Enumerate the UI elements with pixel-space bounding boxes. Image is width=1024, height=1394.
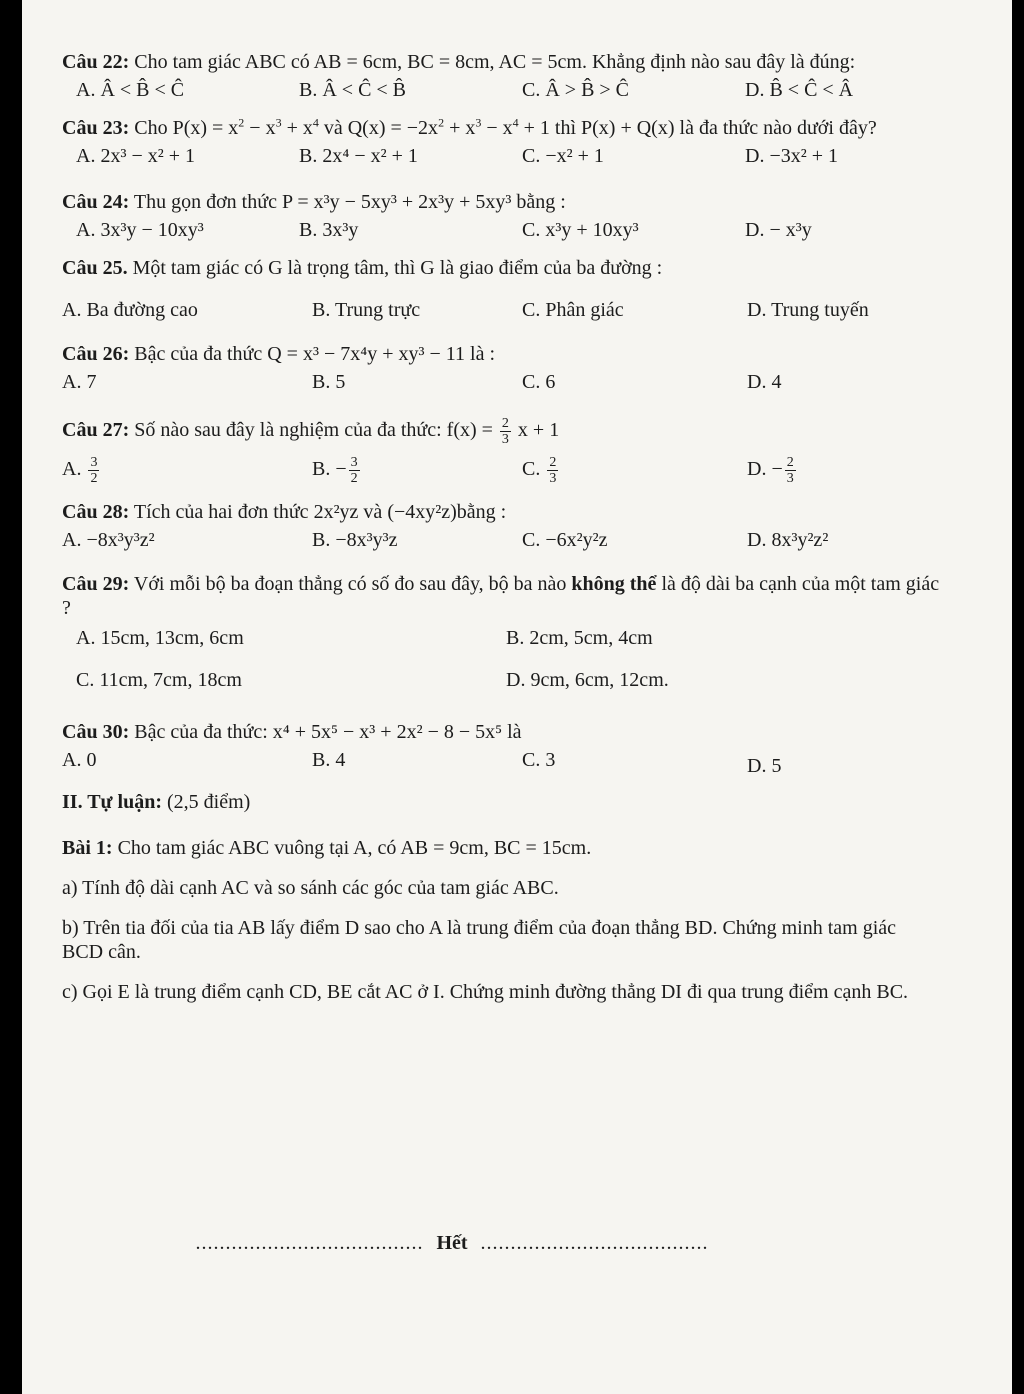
answer-options [62,748,942,777]
option-a: A. 0 [62,749,97,771]
dots-right: ...................................... [480,1232,709,1254]
answer-options [62,528,942,552]
question-text-tail: x + 1 [517,419,560,442]
question-23 [62,116,942,168]
problem-text: Cho tam giác ABC vuông tại A, có AB = 9cm, BC = 15cm. [117,837,592,859]
option-d: D. Trung tuyến [747,299,869,321]
problem-1a: a) Tính độ dài cạnh AC và so sánh các góc của tam giác ABC. [62,877,559,899]
option-c: C. −x² + 1 [522,145,604,167]
end-text: Hết [436,1232,468,1254]
option-d: D. − $\frac{2}{3}$ [747,455,794,486]
option-a: A. $\frac{3}{2}$ [62,455,98,486]
question-text: Thu gọn đơn thức P = x³y − 5xy³ + 2x³y + 5xy³ bằng : [133,191,566,213]
option-b: B. −8x³y³z [312,529,398,551]
question-text-tail: thì P(x) + Q(x) là đa thức nào dưới đây? [554,117,877,139]
option-d: D. 9cm, 6cm, 12cm. [506,669,669,691]
question-label: Câu 26: [62,343,130,365]
question-text-tail: là độ dài ba cạnh của một tam giác ? [62,573,940,619]
question-28 [62,500,942,552]
question-text: Bậc của đa thức Q = x³ − 7x⁴y + xy³ − 11 là : [134,343,496,365]
option-a: A. −8x³y³z² [62,529,155,551]
question-label: Câu 24: [62,191,130,213]
answer-options [62,78,942,102]
option-d: D. 5 [747,755,782,777]
fraction: $\frac{2}{3}$ [501,416,509,447]
option-c: C. 11cm, 7cm, 18cm [76,669,242,691]
question-text: Với mỗi bộ ba đoạn thẳng có số đo sau đây, bộ ba nào [133,573,567,595]
option-a: A. Ba đường cao [62,299,198,321]
option-a: A. 7 [62,371,97,393]
option-a: A. 2x³ − x² + 1 [76,145,195,167]
question-text: Cho $P(x) = x^2 - x^3 + x^4$ và $Q(x) = -2x^2 + x^3 - x^4 + 1$ [134,115,555,139]
question-label: Câu 30: [62,721,130,743]
option-a: A. Â < B̂ < Ĉ [76,79,185,101]
question-29 [62,572,942,710]
option-b: B. 2x⁴ − x² + 1 [299,145,418,167]
question-25 [62,256,942,322]
question-24 [62,190,942,242]
option-d: D. B̂ < Ĉ < Â [745,79,854,101]
answer-options [62,626,942,710]
answer-options [62,370,942,394]
option-c: C. x³y + 10xy³ [522,219,639,241]
option-a: A. 3x³y − 10xy³ [76,219,204,241]
option-c: C. Â > B̂ > Ĉ [522,79,630,101]
answer-options [62,218,942,242]
question-22 [62,50,942,102]
option-d: D. 8x³y²z² [747,529,829,551]
option-c: C. $\frac{2}{3}$ [522,455,557,486]
question-text: Một tam giác có G là trọng tâm, thì G là giao điểm của ba đường : [132,257,663,279]
option-b: B. 4 [312,749,346,771]
section-title: II. Tự luận: (2,5 điểm) [62,791,251,813]
question-label: Câu 29: [62,573,130,595]
option-d: D. 4 [747,371,782,393]
end-marker [132,1232,772,1255]
question-label: Câu 28: [62,501,130,523]
option-b: B. 2cm, 5cm, 4cm [506,627,653,649]
question-26 [62,342,942,394]
question-text: Cho tam giác ABC có AB = 6cm, BC = 8cm, AC = 5cm. Khẳng định nào sau đây là đúng: [134,51,856,73]
option-b: B. − $\frac{3}{2}$ [312,455,358,486]
option-b: B. Trung trực [312,299,421,321]
option-b: B. Â < Ĉ < B̂ [299,79,407,101]
question-text: Số nào sau đây là nghiệm của đa thức: f(x) = [134,419,493,442]
problem-label: Bài 1: [62,837,113,859]
question-text-emphasis: không thể [571,573,657,595]
problem-1c: c) Gọi E là trung điểm cạnh CD, BE cắt AC ở I. Chứng minh đường thẳng DI đi qua trung điểm cạnh BC. [62,981,909,1003]
option-c: C. 6 [522,371,556,393]
question-label: Câu 23: [62,117,130,139]
problem-1b: b) Trên tia đối của tia AB lấy điểm D sao cho A là trung điểm của đoạn thẳng BD. Chứng minh tam giác BCD cân. [62,917,897,963]
question-text: Bậc của đa thức: x⁴ + 5x⁵ − x³ + 2x² − 8 − 5x⁵ là [134,721,522,743]
option-c: C. −6x²y²z [522,529,608,551]
problem-1 [62,836,942,860]
option-b: B. 3x³y [299,219,359,241]
question-30 [62,720,942,777]
answer-options [62,298,942,322]
answer-options [62,455,942,486]
option-d: D. −3x² + 1 [745,145,838,167]
question-text: Tích của hai đơn thức 2x²yz và (−4xy²z)bằng : [133,501,507,523]
option-a: A. 15cm, 13cm, 6cm [76,627,244,649]
dots-left: ...................................... [195,1232,424,1254]
question-27 [62,416,942,486]
question-label: Câu 27: [62,419,130,442]
option-c: C. 3 [522,749,556,771]
option-d: D. − x³y [745,219,812,241]
exam-content [62,50,942,1020]
question-label: Câu 25. [62,257,128,279]
question-label: Câu 22: [62,51,130,73]
option-b: B. 5 [312,371,346,393]
answer-options [62,144,942,168]
exam-page [22,0,1012,1394]
option-c: C. Phân giác [522,299,624,321]
